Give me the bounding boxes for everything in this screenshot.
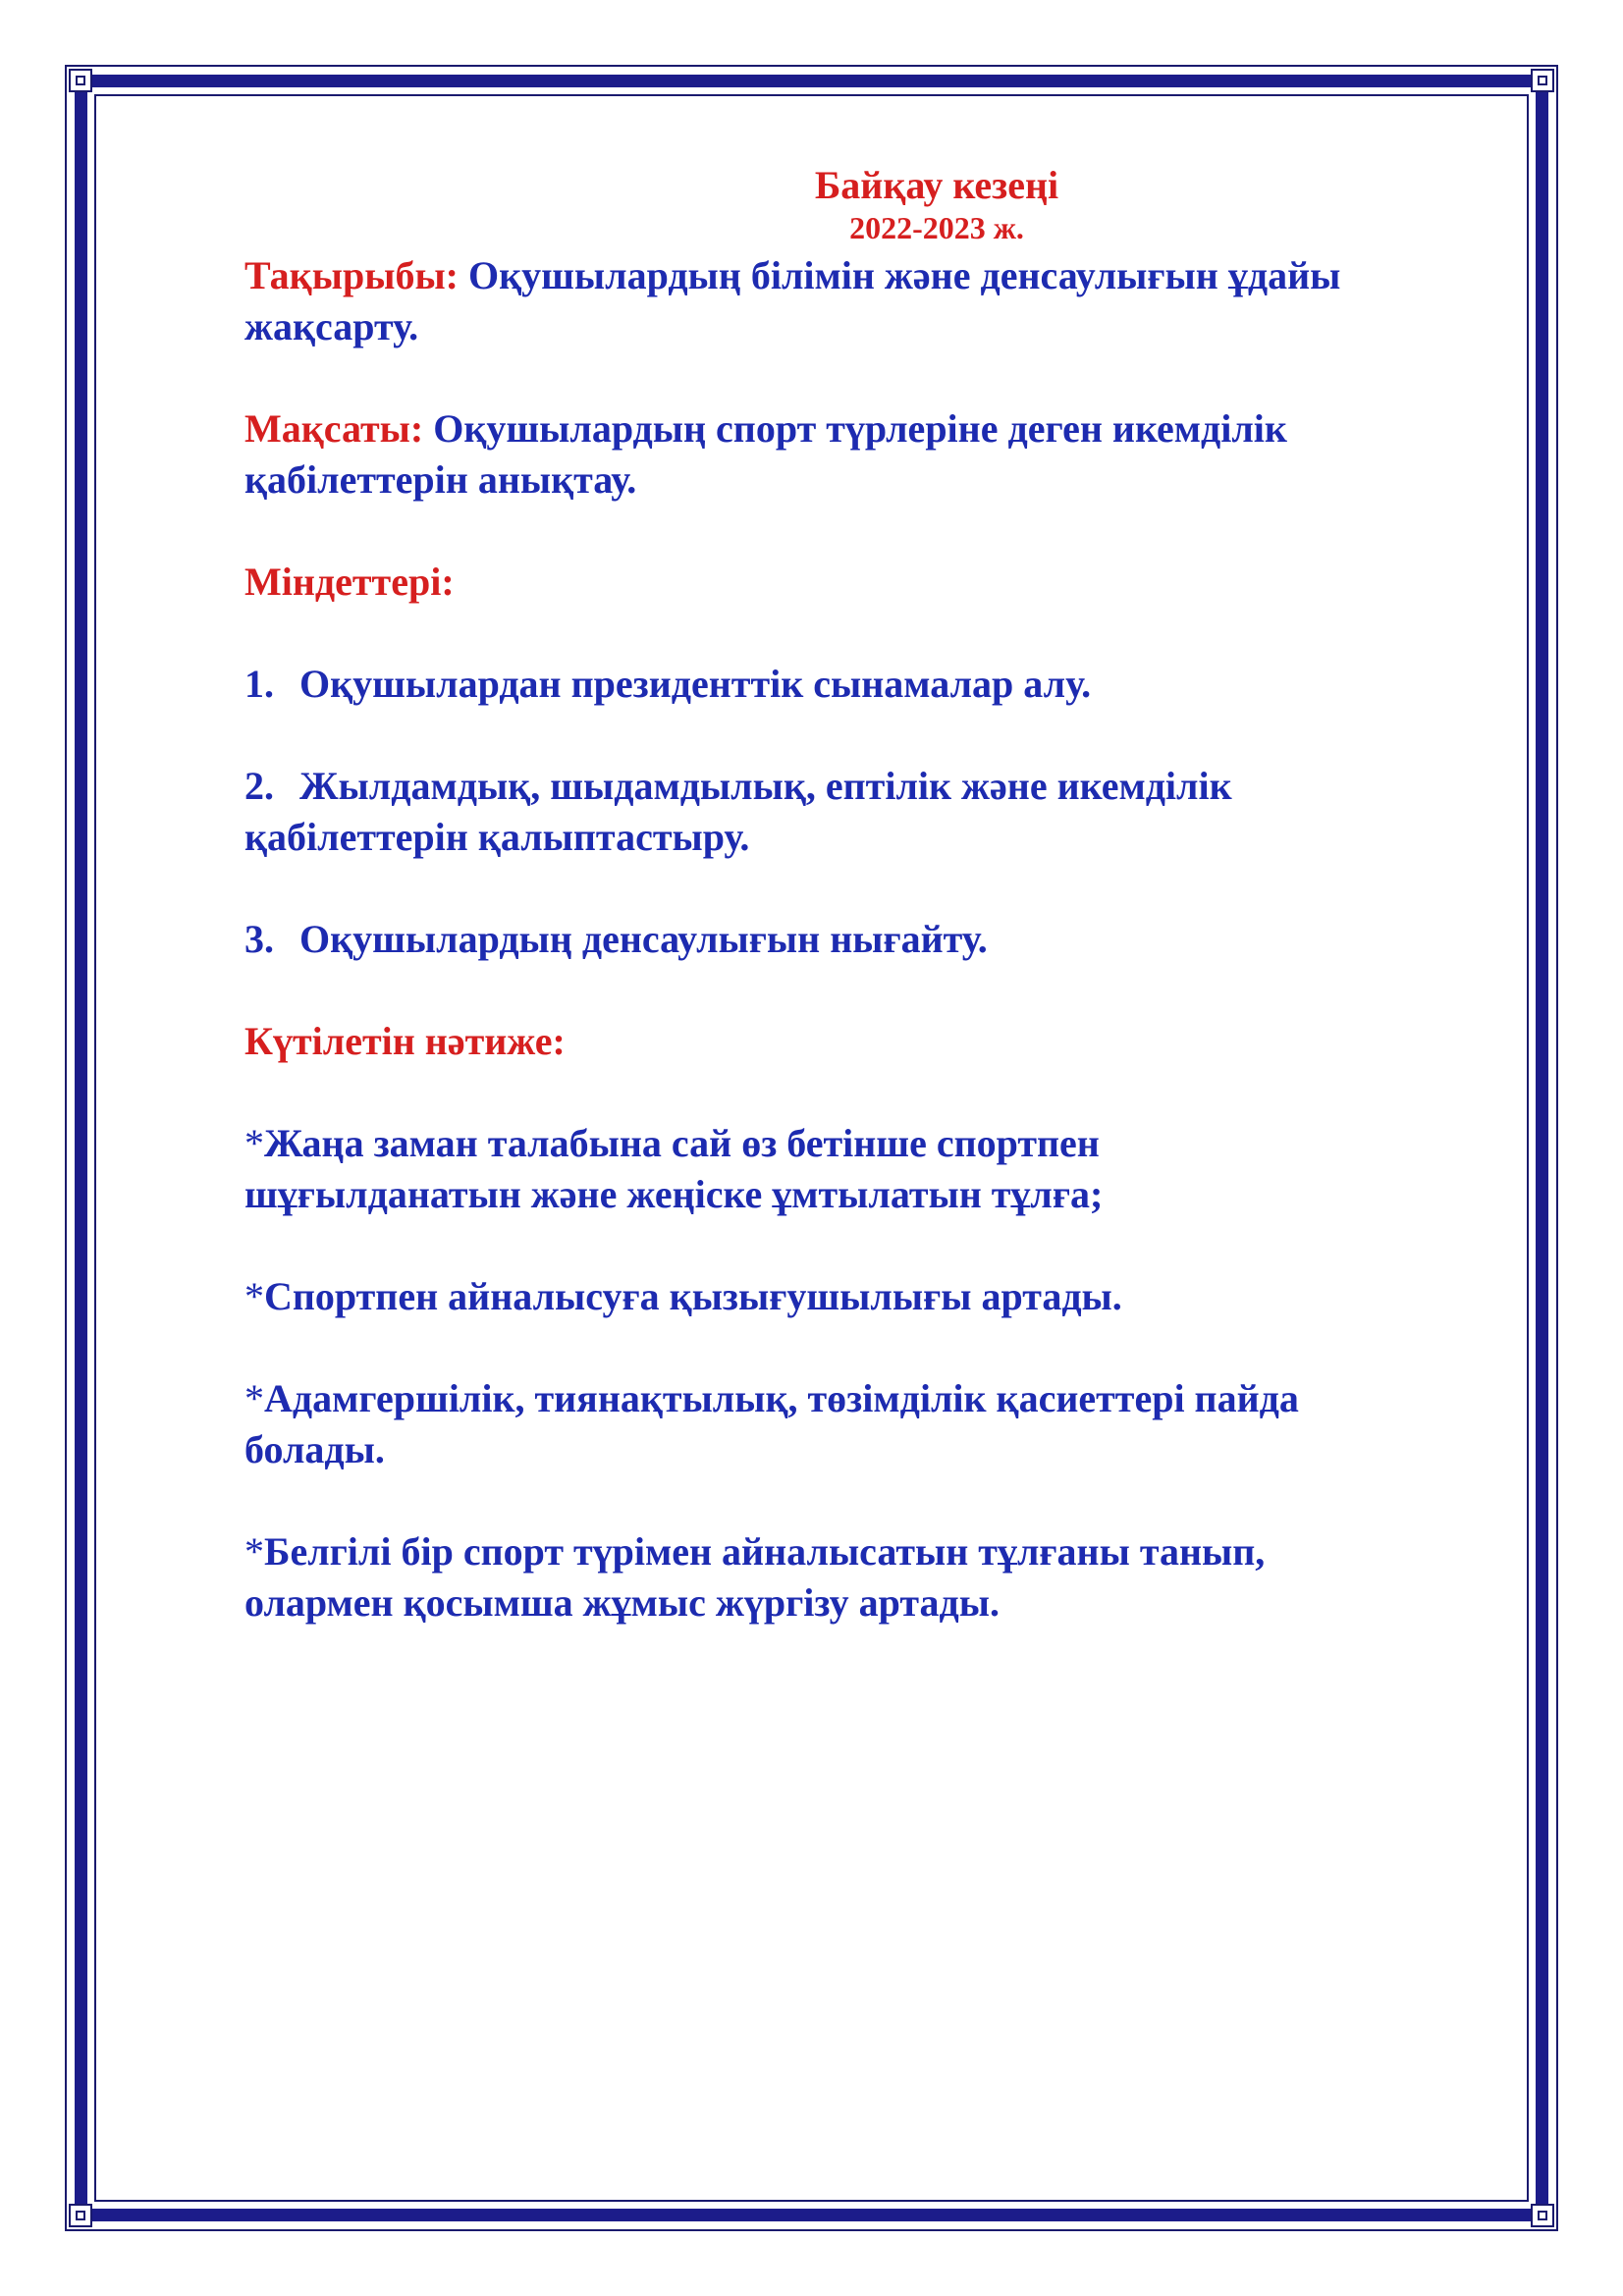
outcome-line-2: олармен қосымша жұмыс жүргізу артады. xyxy=(244,1580,1000,1625)
outcome-line-2: шұғылданатын және жеңіске ұмтылатын тұлға; xyxy=(244,1172,1104,1216)
task-item xyxy=(244,914,1491,965)
outcome-item xyxy=(244,1373,1491,1475)
task-number: 3. xyxy=(244,917,274,961)
expected-label: Күтілетін нәтиже: xyxy=(244,1019,566,1063)
outcome-bullet: * xyxy=(244,1529,264,1574)
outcome-bullet: * xyxy=(244,1121,264,1165)
task-text: Жылдамдық, шыдамдылық, ептілік және икемділік xyxy=(299,764,1232,808)
page-title: Байқау кезеңі xyxy=(814,163,1059,207)
topic-text: Оқушылардың білімін және денсаулығын ұдайы xyxy=(468,253,1341,297)
topic-line-2: жақсарту. xyxy=(244,304,419,348)
goal-text: Оқушылардың спорт түрлеріне деген икемділік xyxy=(433,406,1287,451)
task-number: 1. xyxy=(244,662,274,706)
task-item-line-1 xyxy=(244,659,1491,710)
outcome-text: Спортпен айналысуға қызығушылығы артады. xyxy=(264,1274,1122,1318)
task-item xyxy=(244,659,1491,710)
goal-section xyxy=(244,403,1491,506)
goal-line-1 xyxy=(244,403,1491,454)
task-item-line-1 xyxy=(244,761,1491,812)
academic-year: 2022-2023 ж. xyxy=(849,210,1024,245)
document-body xyxy=(244,162,1491,1629)
outcome-bullet: * xyxy=(244,1376,264,1420)
outcome-text: Белгілі бір спорт түрімен айналысатын тұлғаны танып, xyxy=(264,1529,1266,1574)
goal-line-2: қабілеттерін анықтау. xyxy=(244,457,637,502)
outcome-line-1 xyxy=(244,1118,1491,1169)
task-item-line-2: қабілеттерін қалыптастыру. xyxy=(244,815,750,859)
outcome-item xyxy=(244,1271,1491,1322)
outcome-line-1 xyxy=(244,1271,1491,1322)
task-item xyxy=(244,761,1491,863)
tasks-label: Міндеттері: xyxy=(244,560,455,604)
tasks-heading-section xyxy=(244,557,1491,608)
outcome-line-1 xyxy=(244,1526,1491,1577)
task-item-line-1 xyxy=(244,914,1491,965)
task-number: 2. xyxy=(244,764,274,808)
task-text: Оқушылардың денсаулығын нығайту. xyxy=(299,917,988,961)
outcome-line-2: болады. xyxy=(244,1427,385,1471)
task-text: Оқушылардан президенттік сынамалар алу. xyxy=(299,662,1092,706)
outcome-bullet: * xyxy=(244,1274,264,1318)
topic-label: Тақырыбы: xyxy=(244,253,459,297)
topic-line-1 xyxy=(244,250,1491,301)
outcome-text: Жаңа заман талабына сай өз бетінше спортпен xyxy=(264,1121,1100,1165)
goal-label: Мақсаты: xyxy=(244,406,424,451)
border-corner-ornament xyxy=(1531,69,1554,92)
expected-heading-section xyxy=(244,1016,1491,1067)
border-corner-ornament xyxy=(1531,2204,1554,2227)
border-corner-ornament xyxy=(69,69,92,92)
outcome-line-1 xyxy=(244,1373,1491,1424)
topic-section xyxy=(244,250,1491,352)
outcome-item xyxy=(244,1118,1491,1220)
outcome-text: Адамгершілік, тиянақтылық, төзімділік қасиеттері пайда xyxy=(264,1376,1299,1420)
outcome-item xyxy=(244,1526,1491,1629)
border-corner-ornament xyxy=(69,2204,92,2227)
